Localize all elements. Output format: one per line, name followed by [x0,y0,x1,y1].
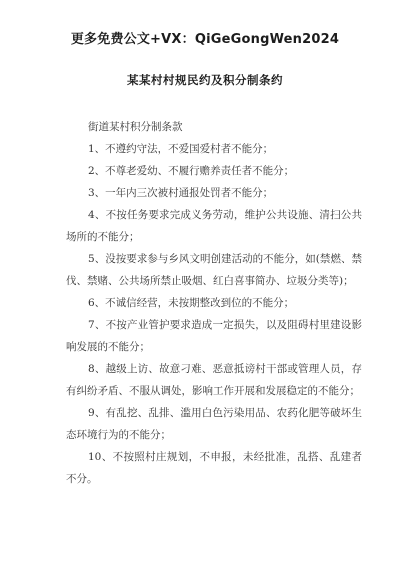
promo-header: 更多免费公文+VX：QiGeGongWen2024 [70,32,340,47]
rule-item-10: 10、不按照村庄规划，不申报，未经批准，乱搭、乱建者不分。 [66,451,362,485]
rule-item-9: 9、有乱挖、乱排、滥用白色污染用品、农药化肥等破坏生态环境行为的不能分； [66,407,362,441]
rule-item-1: 1、不遵约守法，不爱国爱村者不能分； [88,143,274,155]
rule-item-2: 2、不尊老爱幼、不履行赡养责任者不能分； [88,165,295,177]
rule-item-4: 4、不按任务要求完成义务劳动，维护公共设施、清扫公共场所的不能分； [66,209,362,243]
rule-item-8: 8、越级上访、故意刁难、恶意抵谤村干部或管理人员，存有纠纷矛盾、不服从调处，影响工作开展和发展稳定的不能分； [66,363,362,397]
document-title: 某某村村规民约及积分制条约 [127,73,283,87]
rule-item-6: 6、不诚信经营，未按期整改到位的不能分； [88,297,295,309]
rule-item-5: 5、没按要求参与乡风文明创建活动的不能分，如(禁燃、禁伐、禁赌、公共场所禁止吸烟、红白喜事简办、垃圾分类等)； [66,253,362,287]
intro-paragraph: 街道某村积分制条款 [88,121,183,133]
document-body [66,116,362,490]
rule-item-7: 7、不按产业管护要求造成一定损失，以及阻碍村里建设影响发展的不能分； [66,319,362,353]
rule-item-3: 3、一年内三次被村通报处罚者不能分； [88,187,274,199]
